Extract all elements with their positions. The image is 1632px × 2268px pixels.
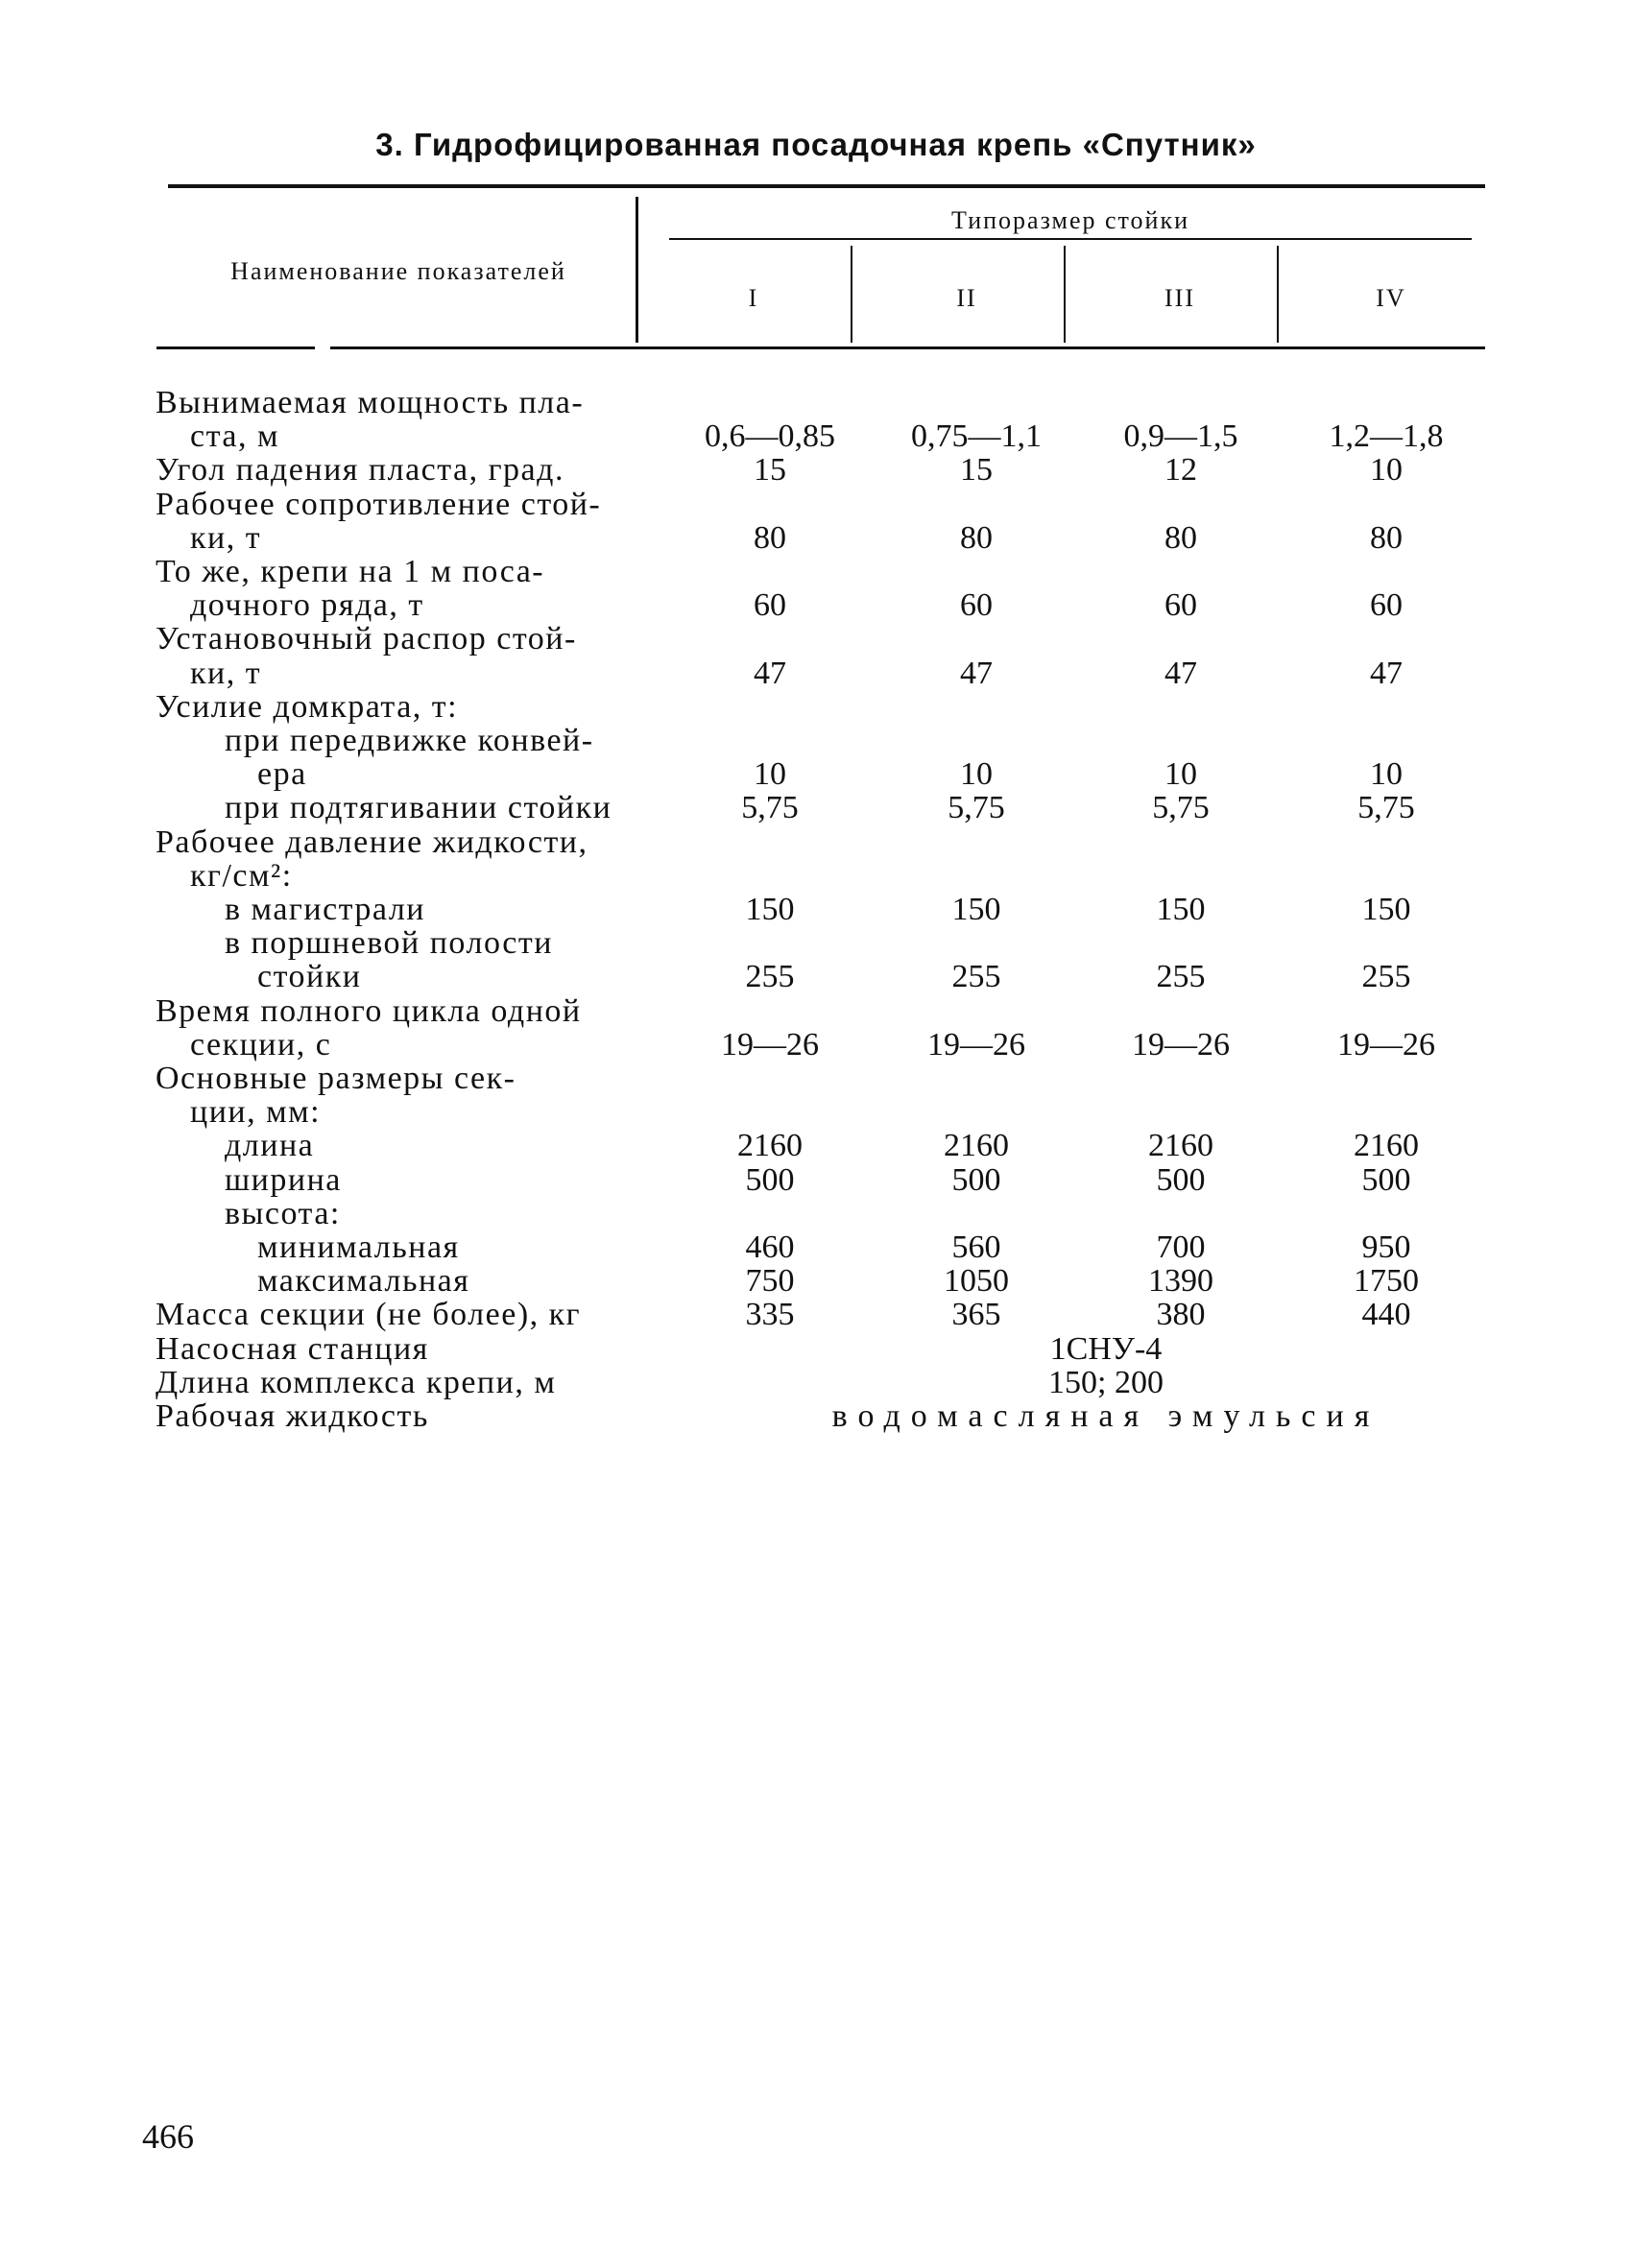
cell-size-2: 2160	[944, 1128, 1009, 1164]
table-row	[156, 1298, 1500, 1332]
row-label: ции, мм:	[190, 1094, 322, 1131]
cell-size-4: 5,75	[1357, 790, 1415, 826]
table-row	[156, 960, 1500, 994]
merged-value: 150; 200	[1048, 1364, 1164, 1400]
row-label: стойки	[257, 959, 362, 995]
table-title: 3. Гидрофицированная посадочная крепь «Спутник»	[375, 127, 1257, 162]
row-label: минимальная	[257, 1229, 460, 1265]
cell-size-3: 47	[1164, 655, 1197, 691]
table-row	[156, 1197, 1500, 1231]
cell-size-1: 335	[745, 1297, 795, 1333]
cell-size-3: 500	[1156, 1161, 1206, 1198]
cell-size-3: 12	[1164, 452, 1197, 489]
cell-size-4: 10	[1370, 756, 1403, 793]
column-header-2: II	[956, 284, 977, 312]
table-row	[156, 386, 1500, 420]
table-row	[156, 1129, 1500, 1163]
cell-size-2: 10	[960, 756, 993, 793]
row-label: Длина комплекса крепи, м	[156, 1364, 557, 1400]
cell-size-1: 750	[745, 1263, 795, 1300]
group-underline	[669, 238, 1472, 240]
row-label: Основные размеры сек-	[156, 1061, 516, 1096]
cell-size-1: 15	[754, 452, 786, 489]
row-label: Насосная станция	[156, 1330, 429, 1367]
table-row	[156, 1062, 1500, 1096]
row-label: То же, крепи на 1 м поса-	[156, 554, 545, 589]
table-row	[156, 859, 1500, 894]
cell-size-1: 500	[745, 1161, 795, 1198]
table-row	[156, 757, 1500, 792]
cell-size-4: 255	[1361, 959, 1411, 995]
header-bottom-rule-left	[156, 346, 315, 349]
table-row	[156, 1366, 1500, 1400]
cell-size-2: 47	[960, 655, 993, 691]
row-label: Время полного цикла одной	[156, 992, 582, 1029]
header-divider-main	[636, 197, 638, 343]
table-row	[156, 1028, 1500, 1062]
table-row	[156, 488, 1500, 522]
table-row	[156, 419, 1500, 454]
cell-size-4: 60	[1370, 587, 1403, 624]
cell-size-1: 0,6—0,85	[705, 418, 835, 455]
page-number: 466	[142, 2117, 194, 2156]
cell-size-1: 80	[754, 519, 786, 556]
name-column-header: Наименование показателей	[230, 257, 566, 285]
cell-size-2: 560	[951, 1229, 1001, 1265]
row-label: дочного ряда, т	[190, 587, 424, 624]
row-label: при передвижке конвей-	[225, 723, 594, 758]
cell-size-3: 255	[1156, 959, 1206, 995]
table-row	[156, 791, 1500, 825]
size-group-header: Типоразмер стойки	[950, 206, 1190, 234]
header-divider-3	[1277, 246, 1279, 343]
cell-size-1: 150	[745, 892, 795, 927]
merged-value: водомасляная эмульсия	[831, 1398, 1380, 1434]
row-label: Масса секции (не более), кг	[156, 1297, 582, 1333]
cell-size-1: 10	[754, 756, 786, 793]
row-label: секции, с	[190, 1026, 332, 1062]
cell-size-4: 1750	[1354, 1263, 1419, 1300]
cell-size-4: 150	[1361, 892, 1411, 927]
cell-size-3: 10	[1164, 756, 1197, 793]
cell-size-2: 150	[951, 892, 1001, 927]
column-header-1: I	[748, 284, 759, 312]
table-row	[156, 690, 1500, 725]
table-row	[156, 453, 1500, 488]
cell-size-3: 19—26	[1132, 1026, 1230, 1062]
column-header-3: III	[1164, 284, 1195, 312]
table-row	[156, 588, 1500, 623]
row-label: Усилие домкрата, т:	[156, 688, 459, 725]
header-bottom-rule-right	[330, 346, 1485, 349]
cell-size-2: 0,75—1,1	[911, 418, 1042, 455]
cell-size-2: 80	[960, 519, 993, 556]
merged-value: 1СНУ-4	[1049, 1330, 1163, 1367]
row-label: ера	[257, 756, 307, 793]
cell-size-2: 5,75	[948, 790, 1005, 826]
cell-size-1: 460	[745, 1229, 795, 1265]
cell-size-1: 5,75	[741, 790, 799, 826]
cell-size-3: 2160	[1148, 1128, 1213, 1164]
table-row	[156, 926, 1500, 961]
table-row	[156, 622, 1500, 657]
cell-size-3: 700	[1156, 1229, 1206, 1265]
cell-size-4: 47	[1370, 655, 1403, 691]
row-label: при подтягивании стойки	[225, 790, 612, 826]
cell-size-4: 1,2—1,8	[1329, 418, 1444, 455]
cell-size-4: 500	[1361, 1161, 1411, 1198]
cell-size-2: 19—26	[927, 1026, 1025, 1062]
cell-size-2: 1050	[944, 1263, 1009, 1300]
table-row	[156, 1399, 1500, 1434]
table-row	[156, 1332, 1500, 1367]
row-label: кг/см²:	[190, 857, 293, 894]
cell-size-4: 19—26	[1337, 1026, 1435, 1062]
cell-size-2: 500	[951, 1161, 1001, 1198]
row-label: в поршневой полости	[225, 925, 553, 962]
table-row	[156, 1230, 1500, 1265]
cell-size-1: 19—26	[721, 1026, 819, 1062]
cell-size-4: 2160	[1354, 1128, 1419, 1164]
row-label: Рабочее давление жидкости,	[156, 824, 588, 860]
cell-size-2: 60	[960, 587, 993, 624]
table-row	[156, 994, 1500, 1029]
cell-size-4: 440	[1361, 1297, 1411, 1333]
cell-size-4: 80	[1370, 519, 1403, 556]
cell-size-3: 5,75	[1152, 790, 1210, 826]
cell-size-2: 255	[951, 959, 1001, 995]
cell-size-1: 60	[754, 587, 786, 624]
row-label: Вынимаемая мощность пла-	[156, 385, 585, 420]
cell-size-3: 150	[1156, 892, 1206, 927]
table-row	[156, 1095, 1500, 1130]
table-row	[156, 724, 1500, 758]
row-label: ста, м	[190, 418, 279, 455]
cell-size-3: 60	[1164, 587, 1197, 624]
row-label: ширина	[225, 1161, 342, 1198]
cell-size-4: 950	[1361, 1229, 1411, 1265]
header-divider-2	[1064, 246, 1066, 343]
row-label: ки, т	[190, 519, 262, 556]
cell-size-2: 365	[951, 1297, 1001, 1333]
cell-size-3: 380	[1156, 1297, 1206, 1333]
cell-size-2: 15	[960, 452, 993, 489]
top-rule	[168, 184, 1485, 188]
cell-size-1: 255	[745, 959, 795, 995]
table-row	[156, 1264, 1500, 1299]
row-label: Угол падения пласта, град.	[156, 452, 564, 489]
row-label: Установочный распор стой-	[156, 621, 577, 657]
row-label: Рабочая жидкость	[156, 1398, 429, 1434]
row-label: максимальная	[257, 1263, 470, 1300]
cell-size-1: 2160	[737, 1128, 803, 1164]
row-label: высота:	[225, 1195, 341, 1231]
cell-size-3: 0,9—1,5	[1123, 418, 1238, 455]
row-label: в магистрали	[225, 892, 425, 927]
table-row	[156, 521, 1500, 556]
row-label: ки, т	[190, 655, 262, 691]
column-header-4: IV	[1376, 284, 1406, 312]
row-label: Рабочее сопротивление стой-	[156, 486, 602, 522]
table-row	[156, 893, 1500, 927]
cell-size-3: 1390	[1148, 1263, 1213, 1300]
table-row	[156, 1163, 1500, 1198]
row-label: длина	[225, 1128, 315, 1164]
cell-size-3: 80	[1164, 519, 1197, 556]
table-row	[156, 825, 1500, 860]
cell-size-1: 47	[754, 655, 786, 691]
table-row	[156, 657, 1500, 691]
cell-size-4: 10	[1370, 452, 1403, 489]
header-divider-1	[851, 246, 852, 343]
table-row	[156, 555, 1500, 589]
